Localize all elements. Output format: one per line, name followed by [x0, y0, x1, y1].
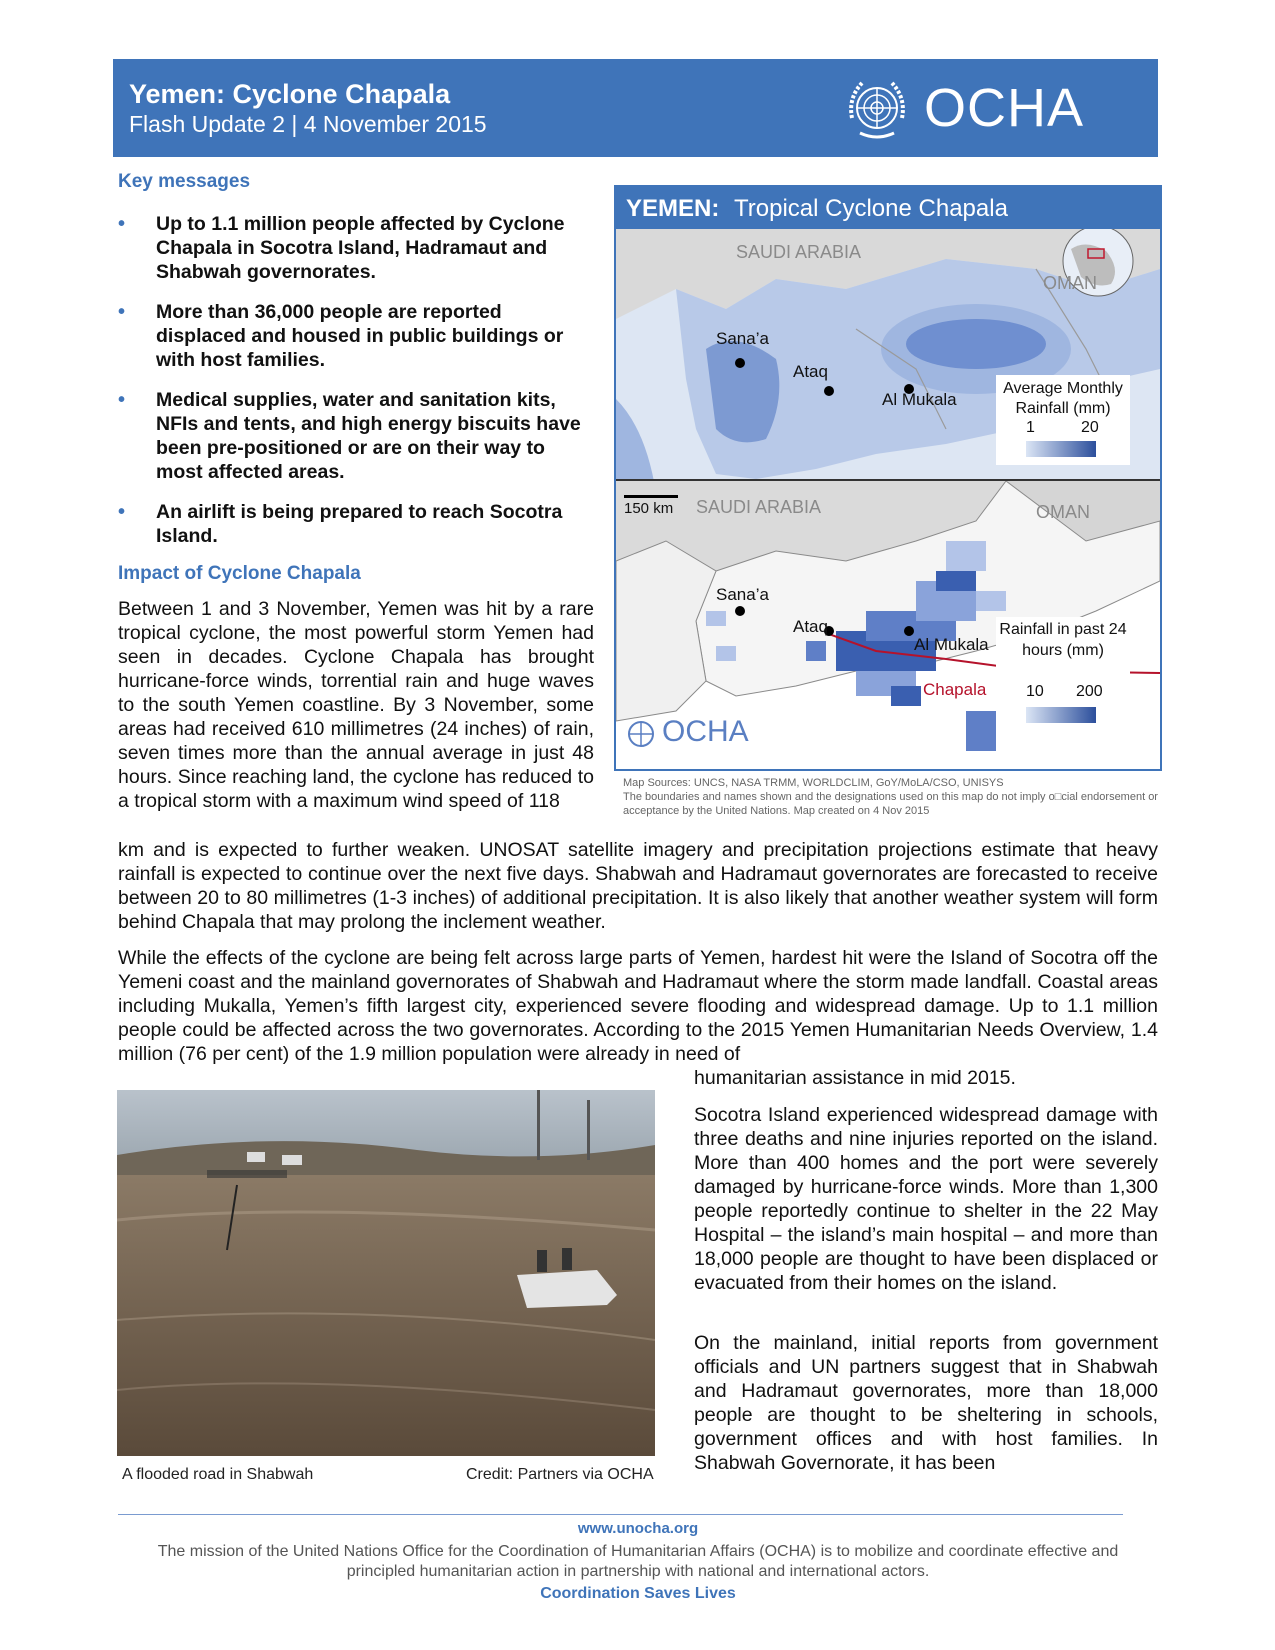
key-message-item: • More than 36,000 people are reported displaced and housed in public buildings or with host families. [118, 300, 596, 372]
map-top-city-ataq: Ataq [793, 362, 828, 381]
impact-heading: Impact of Cyclone Chapala [118, 563, 361, 584]
footer-url-link[interactable]: www.unocha.org [577, 1520, 699, 1537]
key-messages-list [118, 212, 596, 564]
flooded-road-image [117, 1090, 655, 1456]
report-header [113, 59, 1158, 157]
key-messages-heading: Key messages [118, 171, 251, 192]
mainland-paragraph: On the mainland, initial reports from government officials and UN partners suggest that in Shabwah and Hadramaut governorates, more than 18,000 people are thought to be sheltering in schools, government offices and with host families. In Shabwah Governorate, it has been [694, 1332, 1158, 1474]
map-top-legend-min: 1 [1026, 419, 1035, 436]
impact-paragraph-1-narrow: Between 1 and 3 November, Yemen was hit by a rare tropical cyclone, the most powerful storm Yemen had seen in decades. Cyclone Chapala has brought hurricane-force winds, torrential rain and huge waves to the south Yemen coastline. By 3 November, some areas had received 610 millimetres (24 inches) of rain, seven times more than the annual average in just 48 hours. Since reaching land, the cyclone has reduced to a tropical storm with a maximum wind speed of 118 [118, 598, 594, 812]
map-top-country-saudi: SAUDI ARABIA [736, 242, 862, 262]
map-sources [623, 776, 1163, 818]
map-scale-label: 150 km [624, 500, 674, 517]
map-top-legend-max: 20 [1081, 419, 1099, 436]
map-sources-line-2: The boundaries and names shown and the designations used on this map do not imply o□cial endorsement or acceptance by the United Nations. Map created on 4 Nov 2015 [623, 791, 1158, 817]
ocha-logo-text: OCHA [924, 78, 1085, 138]
report-title: Yemen: Cyclone Chapala [129, 79, 451, 109]
footer-mission: The mission of the United Nations Office for the Coordination of Humanitarian Affairs (OCHA) is to mobilize and coordinate effective and principled humanitarian action in partnership with national and international actors. [157, 1543, 1119, 1580]
map-top-legend-title: Average Monthly Rainfall (mm) [1003, 380, 1123, 417]
map-title-bold: YEMEN: [626, 195, 720, 222]
photo-credit: Credit: Partners via OCHA [466, 1466, 654, 1483]
map-ocha-logo [624, 715, 774, 755]
map-sources-line-1: Map Sources: UNCS, NASA TRMM, WORLDCLIM, GoY/MoLA/CSO, UNISYS [623, 777, 1004, 789]
map-bottom-legend-max: 200 [1076, 683, 1103, 700]
flooded-road-photo [117, 1090, 655, 1456]
map-bottom-legend-title: Rainfall in past 24 hours (mm) [999, 621, 1127, 659]
cyclone-map [614, 185, 1162, 771]
map-top-city-sanaa: Sana’a [716, 329, 769, 348]
map-top-legend [996, 375, 1130, 465]
impact-paragraph-2-tail: humanitarian assistance in mid 2015. [694, 1067, 1016, 1089]
map-bottom-city-mukala: Al Mukala [914, 635, 989, 654]
map-top-city-mukala: Al Mukala [882, 390, 957, 409]
map-bottom-legend [996, 617, 1130, 735]
key-message-item: • An airlift is being prepared to reach Socotra Island. [118, 500, 596, 548]
map-bottom-country-oman: OMAN [1036, 502, 1090, 522]
map-title: Tropical Cyclone Chapala [734, 195, 1008, 222]
map-bottom-legend-ramp [1026, 707, 1096, 723]
map-bottom-legend-min: 10 [1026, 683, 1044, 700]
storm-track-label: Chapala [923, 680, 987, 699]
footer-tagline: Coordination Saves Lives [540, 1585, 736, 1602]
socotra-paragraph: Socotra Island experienced widespread damage with three deaths and nine injuries reported on the island. More than 400 homes and the port were severely damaged by hurricane-force winds. More than 1,300 people reportedly continue to shelter in the 22 May Hospital – the island’s main hospital – and more than 18,000 people are thought to have been displaced or evacuated from their homes on the island. [694, 1104, 1158, 1294]
ocha-logo [842, 73, 1112, 143]
un-emblem-icon [624, 717, 658, 751]
map-bottom-city-sanaa: Sana’a [716, 585, 769, 604]
map-title-bar [616, 187, 1160, 229]
map-ocha-logo-text: OCHA [662, 715, 749, 748]
photo-caption: A flooded road in Shabwah [122, 1466, 314, 1483]
map-bottom-country-saudi: SAUDI ARABIA [696, 497, 822, 517]
key-message-item: • Up to 1.1 million people affected by Cyclone Chapala in Socotra Island, Hadramaut and Shabwah governorates. [118, 212, 596, 284]
report-subtitle: Flash Update 2 | 4 November 2015 [129, 111, 487, 137]
un-emblem-icon [842, 73, 912, 143]
impact-paragraph-2: While the effects of the cyclone are being felt across large parts of Yemen, hardest hit were the Island of Socotra off the Yemeni coast and the mainland governorates of Shabwah and Hadramaut where the storm made landfall. Coastal areas including Mukalla, Yemen’s fifth largest city, experienced severe flooding and widespread damage. Up to 1.1 million people could be affected across the two governorates. According to the 2015 Yemen Humanitarian Needs Overview, 1.4 million (76 per cent) of the 1.9 million population were already in need of [118, 947, 1158, 1065]
impact-paragraph-1-wide: km and is expected to further weaken. UNOSAT satellite imagery and precipitation projections estimate that heavy rainfall is expected to continue over the next five days. Shabwah and Hadramaut governorates are forecasted to receive between 20 to 80 millimetres (1-3 inches) of additional precipitation. It is also likely that another weather system will form behind Chapala that may prolong the inclement weather. [118, 839, 1158, 933]
map-bottom-city-ataq: Ataq [793, 617, 828, 636]
map-top-country-oman: OMAN [1043, 273, 1097, 293]
map-top-legend-ramp [1026, 441, 1096, 457]
footer-divider [118, 1514, 1123, 1515]
key-message-item: • Medical supplies, water and sanitation kits, NFIs and tents, and high energy biscuits have been pre-positioned or are on their way to most affected areas. [118, 388, 596, 484]
